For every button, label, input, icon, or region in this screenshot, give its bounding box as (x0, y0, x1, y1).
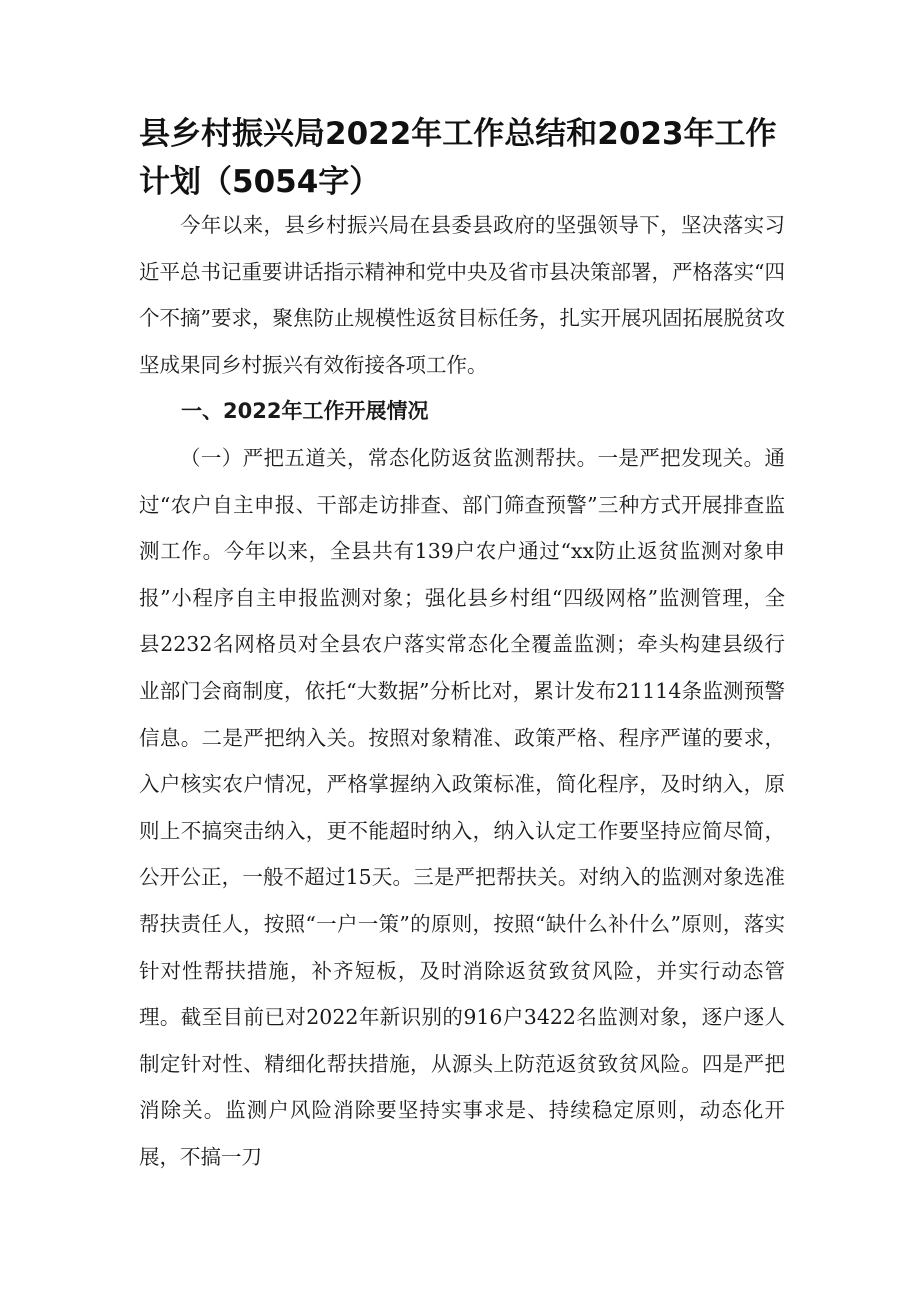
body-paragraph: （一）严把五道关，常态化防返贫监测帮扶。一是严把发现关。通过“农户自主申报、干部走访排查、部门筛查预警”三种方式开展排查监测工作。今年以来，全县共有139户农户通过“xx防止返贫监测对象申报”小程序自主申报监测对象；强化县乡村组“四级网格”监测管理，全县2232名网格员对全县农户落实常态化全覆盖监测；牵头构建县级行业部门会商制度，依托“大数据”分析比对，累计发布21114条监测预警信息。二是严把纳入关。按照对象精准、政策严格、程序严谨的要求，入户核实农户情况，严格掌握纳入政策标准，简化程序，及时纳入，原则上不搞突击纳入，更不能超时纳入，纳入认定工作要坚持应简尽简，公开公正，一般不超过15天。三是严把帮扶关。对纳入的监测对象选准帮扶责任人，按照“一户一策”的原则，按照“缺什么补什么”原则，落实针对性帮扶措施，补齐短板，及时消除返贫致贫风险，并实行动态管理。截至目前已对2022年新识别的916户3422名监测对象，逐户逐人制定针对性、精细化帮扶措施，从源头上防范返贫致贫风险。四是严把消除关。监测户风险消除要坚持实事求是、持续稳定原则，动态化开展，不搞一刀 (139, 445, 785, 1169)
section-heading: 一、2022年工作开展情况 (181, 399, 429, 424)
document-body (139, 202, 785, 1180)
intro-paragraph: 今年以来，县乡村振兴局在县委县政府的坚强领导下，坚决落实习近平总书记重要讲话指示精神和党中央及省市县决策部署，严格落实“四个不摘”要求，聚焦防止规模性返贫目标任务，扎实开展巩固拓展脱贫攻坚成果同乡村振兴有效衔接各项工作。 (139, 213, 785, 377)
document-title: 县乡村振兴局2022年工作总结和2023年工作计划（5054字） (139, 116, 777, 200)
